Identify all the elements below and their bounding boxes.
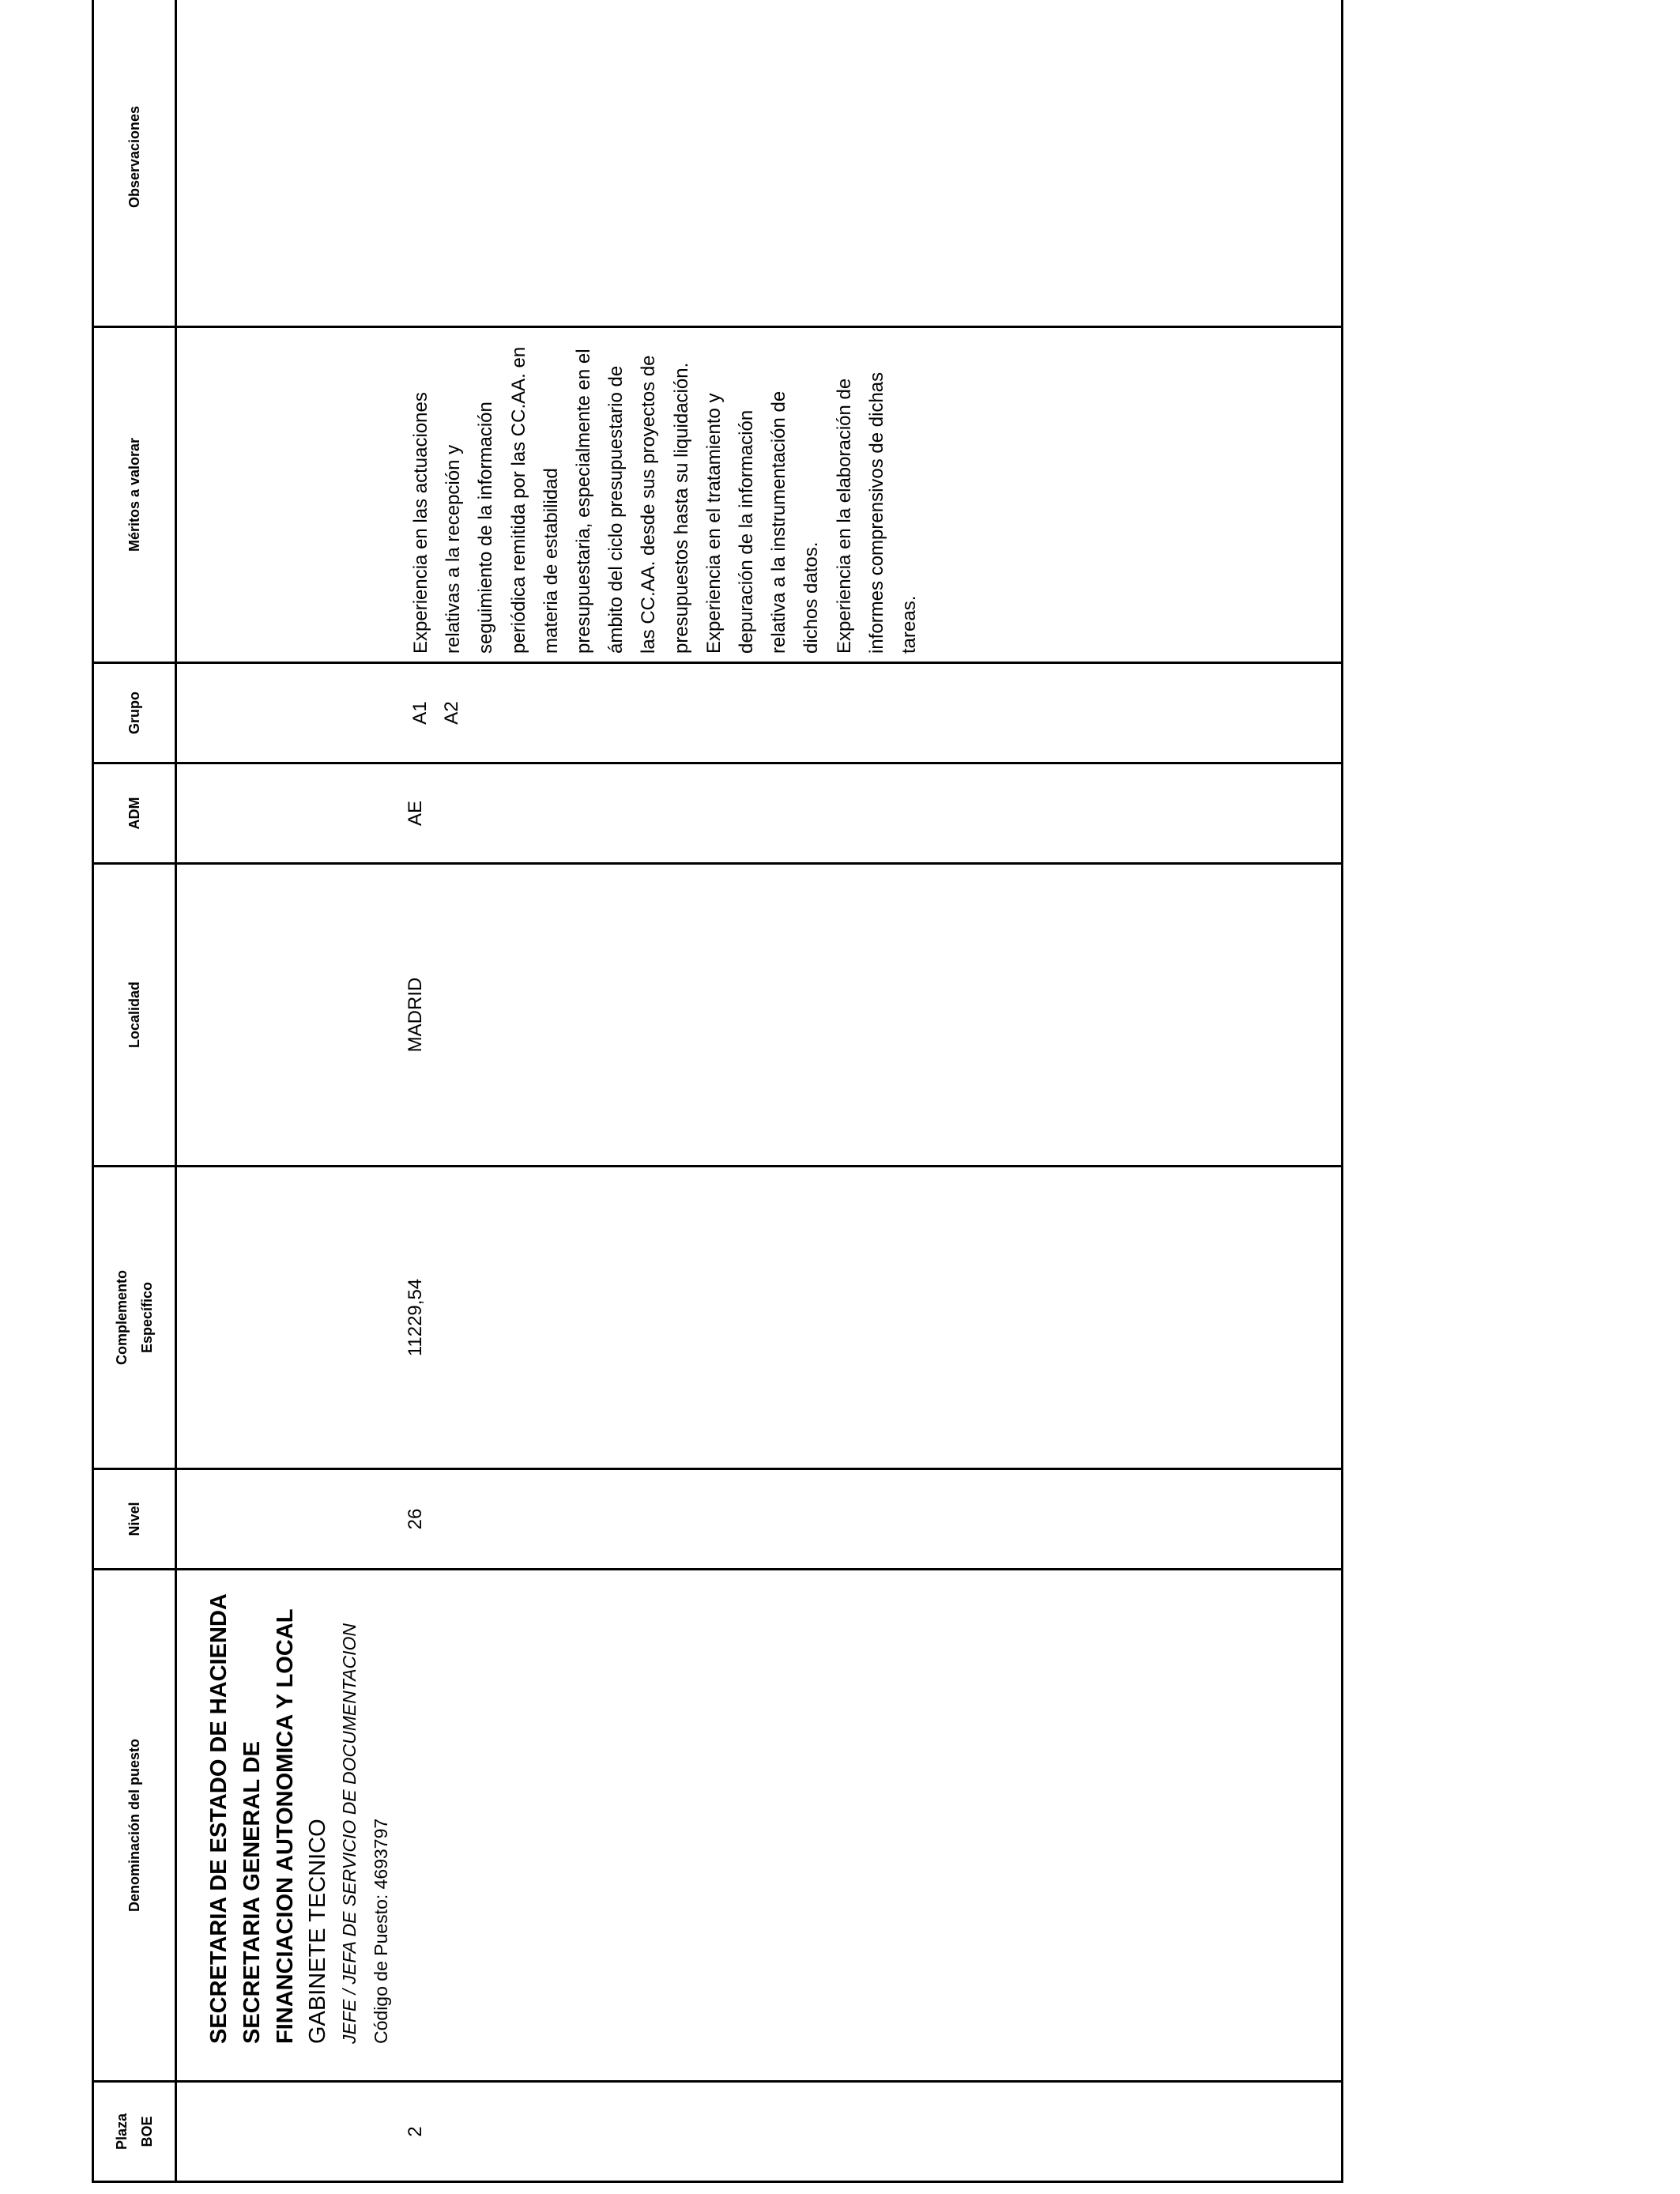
header-denominacion: Denominación del puesto xyxy=(93,1570,176,2082)
grupo-value-a2: A2 xyxy=(441,701,462,725)
header-adm: ADM xyxy=(93,763,176,864)
cell-localidad xyxy=(176,864,1343,1167)
header-meritos: Méritos a valorar xyxy=(93,327,176,663)
header-complemento xyxy=(93,1167,176,1469)
organismo-secretaria-estado: SECRETARIA DE ESTADO DE HACIENDA xyxy=(206,1593,232,2044)
complemento-value: 11229,54 xyxy=(405,1278,426,1357)
grupo-value-a1: A1 xyxy=(409,701,431,725)
cell-observaciones xyxy=(176,0,1343,327)
merito-item-3: Experiencia en la elaboración de informes comprensivos de dichas tareas. xyxy=(833,371,921,654)
table-row xyxy=(176,0,1343,2182)
header-plaza-line1: Plaza xyxy=(114,2113,130,2151)
cell-meritos xyxy=(176,327,1343,663)
header-complemento-line1: Complemento xyxy=(114,1270,130,1366)
puesto-denominacion: JEFE / JEFA DE SERVICIO DE DOCUMENTACION xyxy=(339,1623,360,2044)
rotated-document-page xyxy=(92,9,1336,2183)
organismo-secretaria-general: SECRETARIA GENERAL DE FINANCIACION AUTONOMICA Y LOCAL xyxy=(239,1608,298,2044)
header-observaciones: Observaciones xyxy=(93,0,176,327)
cell-grupo xyxy=(176,663,1343,763)
codigo-puesto: Código de Puesto: 4693797 xyxy=(371,1818,391,2044)
merito-item-1: Experiencia en las actuaciones relativas a la recepción y seguimiento de la información periódica remitida por las CC.AA. en materia de estabilidad presupuestaria, especialmente en el ámbito del ciclo presupuestario de las CC.AA. desde sus proyectos de presupuestos hasta su liquidación. xyxy=(410,346,692,654)
localidad-value: MADRID xyxy=(405,977,426,1053)
cell-complemento xyxy=(176,1167,1343,1469)
unidad-gabinete: GABINETE TECNICO xyxy=(305,1819,330,2044)
header-complemento-line2: Específico xyxy=(139,1281,155,1354)
merito-item-2: Experiencia en el tratamiento y depuración de la información relativa a la instrumentación de dichos datos. xyxy=(703,390,823,654)
cell-denominacion xyxy=(176,1570,1343,2082)
header-row xyxy=(93,0,176,2182)
cell-adm xyxy=(176,763,1343,864)
cell-plaza xyxy=(176,2082,1343,2182)
plaza-value: 2 xyxy=(405,2126,426,2137)
adm-value: AE xyxy=(405,801,426,827)
nivel-value: 26 xyxy=(405,1508,426,1530)
vacancy-table xyxy=(92,0,1343,2183)
header-plaza-line2: BOE xyxy=(139,2116,155,2147)
cell-nivel xyxy=(176,1469,1343,1570)
header-grupo: Grupo xyxy=(93,663,176,763)
header-nivel: Nivel xyxy=(93,1469,176,1570)
header-plaza-boe xyxy=(93,2082,176,2182)
header-localidad: Localidad xyxy=(93,864,176,1167)
